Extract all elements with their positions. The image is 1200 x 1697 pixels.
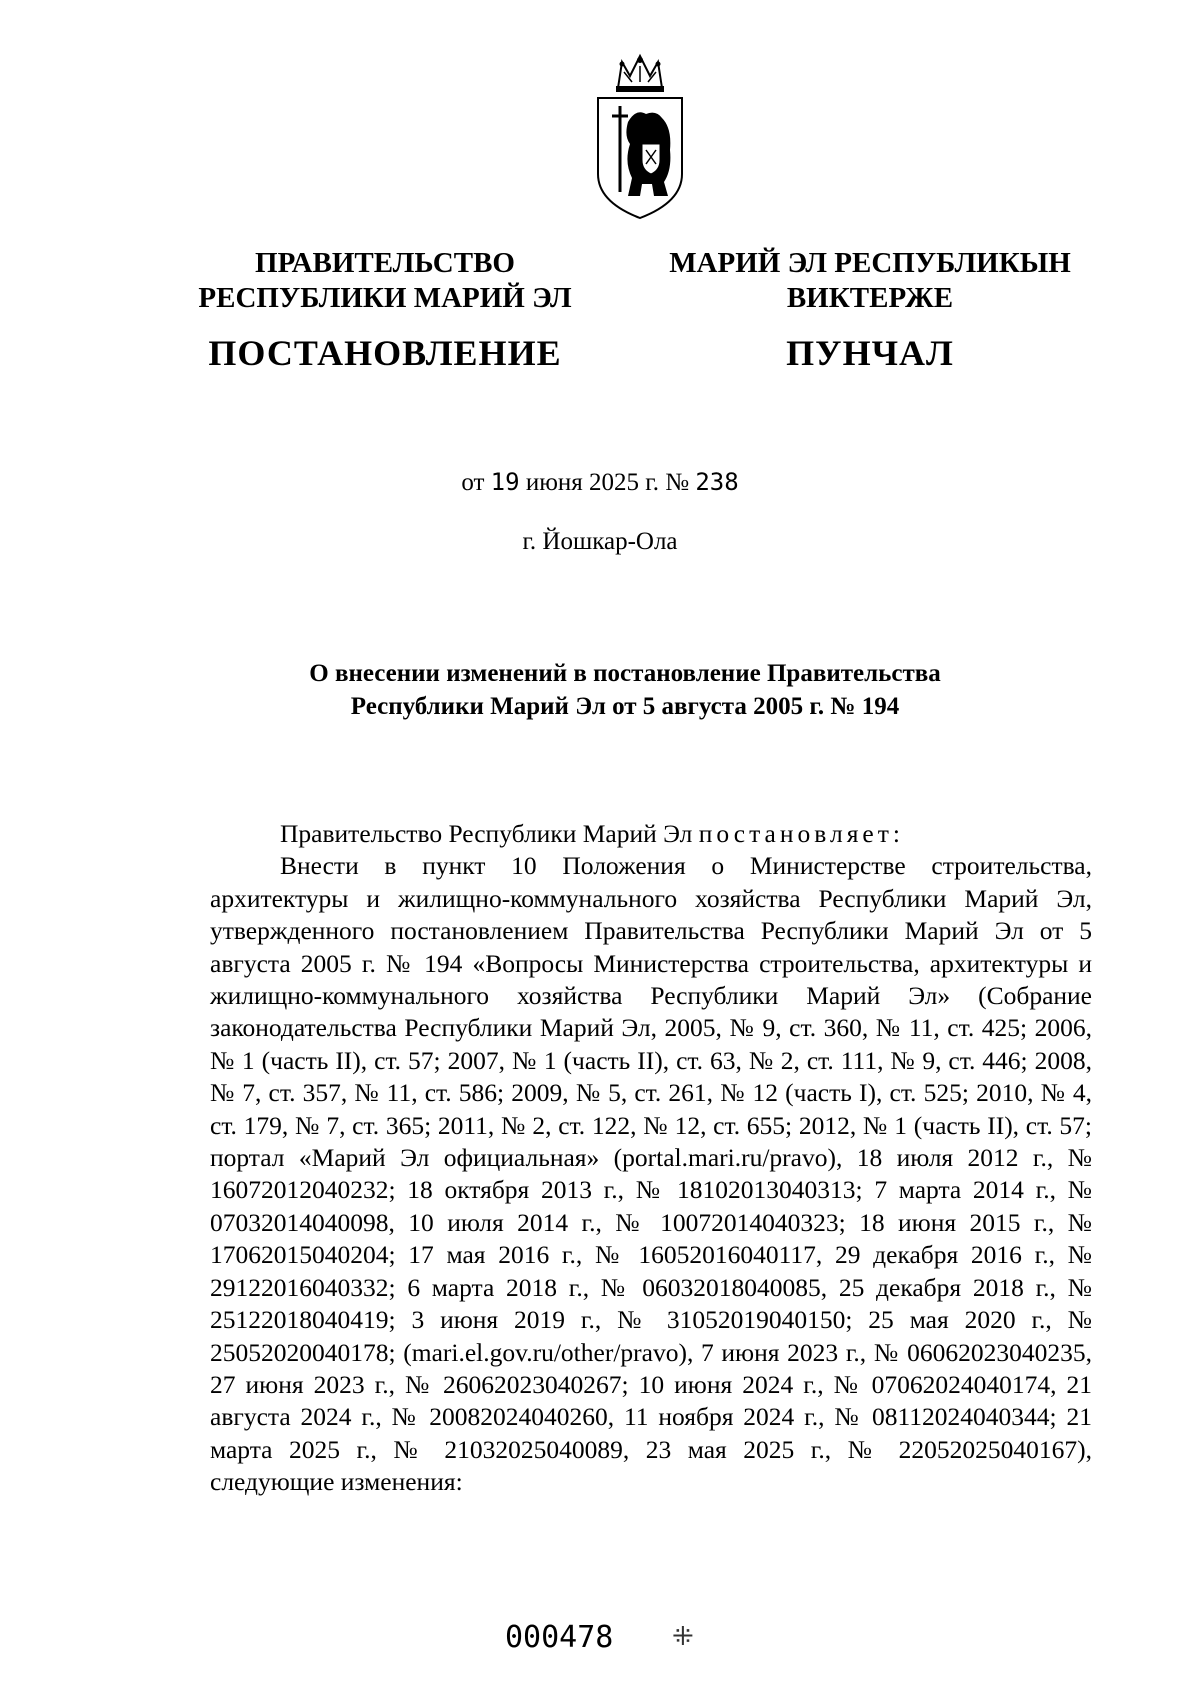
header-mari-line2: ВИКТЕРЖЕ xyxy=(786,281,954,314)
main-paragraph: Внести в пункт 10 Положения о Министерстве строительства, архитектуры и жилищно-коммунального хозяйства Республики Марий Эл, утвержденного постановлением Правительства Республики Марий Эл от 5 августа 2005 г. № 194 «Вопросы Министерства строительства, архитектуры и жилищно-коммунального хозяйства Республики Марий Эл» (Собрание законодательства Республики Марий Эл, 2005, № 9, ст. 360, № 11, ст. 425; 2006, № 1 (часть II), ст. 57; 2007, № 1 (часть II), ст. 63, № 2, ст. 111, № 9, ст. 446; 2008, № 7, ст. 357, № 11, ст. 586; 2009, № 5, ст. 261, № 12 (часть I), ст. 525; 2010, № 4, ст. 179, № 7, ст. 365; 2011, № 2, ст. 122, № 12, ст. 655; 2012, № 1 (часть II), ст. 57; портал «Марий Эл официальная» (portal.mari.ru/pravo), 18 июля 2012 г., № 16072012040232; 18 октября 2013 г., № 18102013040313; 7 марта 2014 г., № 07032014040098, 10 июля 2014 г., № 10072014040323; 18 июня 2015 г., № 17062015040204; 17 мая 2016 г., № 16052016040117, 29 декабря 2016 г., № 29122016040332; 6 марта 2018 г., № 06032018040085, 25 декабря 2018 г., № 25122018040419; 3 июня 2019 г., № 31052019040150; 25 мая 2020 г., № 25052020040178; (mari.el.gov.ru/other/pravo), 7 июня 2023 г., № 06062023040235, 27 июня 2023 г., № 26062023040267; 10 июня 2024 г., № 07062024040174, 21 августа 2024 г., № 20082024040260, 11 ноября 2024 г., № 08112024040344; 21 марта 2025 г., № 21032025040089, 23 мая 2025 г., № 22052025040167), следующие изменения: xyxy=(210,851,1092,1497)
header-ru-line1: ПРАВИТЕЛЬСТВО xyxy=(255,247,515,279)
header-ru-line2: РЕСПУБЛИКИ МАРИЙ ЭЛ xyxy=(198,281,572,314)
intro-paragraph xyxy=(210,818,1092,850)
date-month-year: июня 2025 г. № xyxy=(525,469,690,496)
date-day: 19 xyxy=(490,468,520,496)
header-ru xyxy=(190,246,580,375)
header-mari xyxy=(660,246,1080,375)
document-subject xyxy=(210,658,1040,723)
document-dateline xyxy=(0,468,1200,497)
subject-line1: О внесении изменений в постановление Правительства xyxy=(309,660,941,687)
intro-lead: Правительство Республики Марий Эл xyxy=(280,819,699,848)
city-name: г. Йошкар-Ола xyxy=(522,528,678,555)
intro-spaced: постановляет: xyxy=(698,819,904,848)
serial-number: 000478 xyxy=(505,1620,614,1655)
coat-of-arms-icon xyxy=(592,52,688,224)
subject-line2: Республики Марий Эл от 5 августа 2005 г. № 194 xyxy=(350,692,900,720)
header-mari-line1: МАРИЙ ЭЛ РЕСПУБЛИКЫН xyxy=(669,247,1071,279)
date-prefix: от xyxy=(461,469,485,496)
document-body xyxy=(210,818,1092,1499)
document-number: 238 xyxy=(695,468,739,496)
header-ru-title: ПОСТАНОВЛЕНИЕ xyxy=(208,332,562,373)
asterisk-mark-icon: ⁜ xyxy=(672,1622,694,1651)
header-mari-title: ПУНЧАЛ xyxy=(786,332,954,373)
